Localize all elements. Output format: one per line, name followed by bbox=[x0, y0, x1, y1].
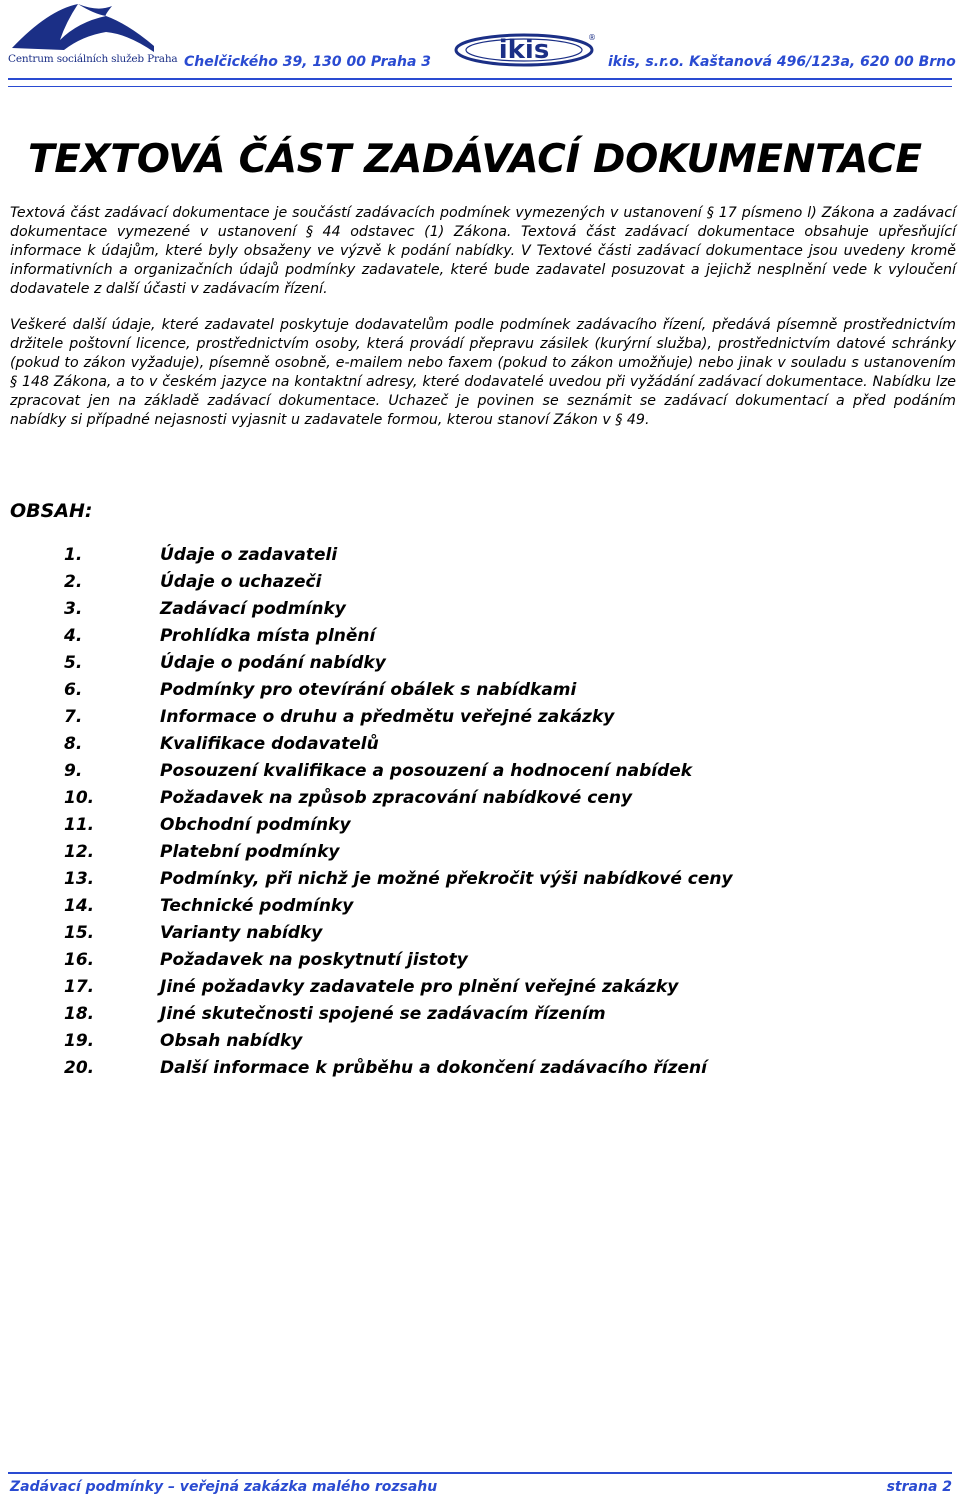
toc-item bbox=[64, 949, 864, 976]
toc-item-label: Požadavek na způsob zpracování nabídkové ceny bbox=[160, 788, 633, 808]
toc-item-label: Požadavek na poskytnutí jistoty bbox=[160, 950, 468, 970]
address-right: ikis, s.r.o. Kaštanová 496/123a, 620 00 Brno bbox=[608, 54, 956, 70]
toc-item bbox=[64, 895, 864, 922]
toc-item-label: Jiné požadavky zadavatele pro plnění veřejné zakázky bbox=[160, 977, 679, 997]
toc-item-label: Kvalifikace dodavatelů bbox=[160, 734, 379, 754]
toc-item-label: Údaje o zadavateli bbox=[160, 545, 338, 565]
address-left: Chelčického 39, 130 00 Praha 3 bbox=[184, 54, 432, 70]
toc-item bbox=[64, 598, 864, 625]
toc-item bbox=[64, 652, 864, 679]
toc-item bbox=[64, 814, 864, 841]
toc-item-label: Podmínky, při nichž je možné překročit výši nabídkové ceny bbox=[160, 869, 733, 889]
toc-item bbox=[64, 706, 864, 733]
toc-item-number: 11. bbox=[64, 815, 95, 835]
toc-item-number: 7. bbox=[64, 707, 83, 727]
toc-item bbox=[64, 544, 864, 571]
toc-item-label: Obchodní podmínky bbox=[160, 815, 351, 835]
footer-rule bbox=[8, 1472, 952, 1474]
toc-item-number: 9. bbox=[64, 761, 83, 781]
toc-item-number: 13. bbox=[64, 869, 95, 889]
toc-item-number: 3. bbox=[64, 599, 83, 619]
page-header bbox=[0, 0, 960, 95]
document-title: TEXTOVÁ ČÁST ZADÁVACÍ DOKUMENTACE bbox=[28, 137, 922, 182]
toc-item bbox=[64, 1057, 864, 1084]
toc-item bbox=[64, 868, 864, 895]
toc-item-number: 2. bbox=[64, 572, 83, 592]
toc-item-number: 15. bbox=[64, 923, 95, 943]
toc-item-label: Prohlídka místa plnění bbox=[160, 626, 376, 646]
header-rule bbox=[8, 78, 952, 80]
toc-item bbox=[64, 625, 864, 652]
toc-item-label: Údaje o uchazeči bbox=[160, 572, 322, 592]
table-of-contents bbox=[64, 544, 864, 1084]
toc-item bbox=[64, 976, 864, 1003]
toc-item-label: Obsah nabídky bbox=[160, 1031, 303, 1051]
toc-item-label: Další informace k průběhu a dokončení zadávacího řízení bbox=[160, 1058, 707, 1078]
toc-item-number: 18. bbox=[64, 1004, 95, 1024]
toc-item-number: 1. bbox=[64, 545, 83, 565]
communication-paragraph: Veškeré další údaje, které zadavatel poskytuje dodavatelům podle podmínek zadávacího řízení, předává písemně prostřednictvím držitele poštovní licence, prostřednictvím osoby, která provádí přepravu zásilek (kurýrní služba), prostřednictvím datové schránky (pokud to zákon vyžaduje), písemně osobně, e-mailem nebo faxem (pokud to zákon umožňuje) nebo jinak v souladu s ustanovením § 148 Zákona, a to v českém jazyce na kontaktní adresy, které dodavatelé uvedou při vyžádání zadávací dokumentace. Nabídku lze zpracovat jen na základě zadávací dokumentace. Uchazeč je povinen se seznámit se zadávací dokumentací a před podáním nabídky si případné nejasnosti vyjasnit u zadavatele formou, kterou stanoví Zákon v § 49. bbox=[10, 317, 956, 428]
toc-item-label: Zadávací podmínky bbox=[160, 599, 346, 619]
toc-item-number: 8. bbox=[64, 734, 83, 754]
toc-item bbox=[64, 1030, 864, 1057]
toc-item-number: 5. bbox=[64, 653, 83, 673]
registered-mark: ® bbox=[588, 33, 596, 42]
toc-item-label: Údaje o podání nabídky bbox=[160, 653, 386, 673]
intro-paragraph: Textová část zadávací dokumentace je součástí zadávacích podmínek vymezených v ustanovení § 17 písmeno l) Zákona a zadávací dokumentace vymezené v ustanovení § 44 odstavec (1) Zákona. Textová část zadávací dokumentace obsahuje upřesňující informace k údajům, které byly obsaženy ve výzvě k podání nabídky. V Textové části zadávací dokumentace jsou uvedeny kromě informativních a organizačních údajů podmínky zadavatele, které bude zadavatel posuzovat a jejichž nesplnění vede k vyloučení dodavatele z další účasti v zadávacím řízení. bbox=[10, 205, 956, 297]
toc-item-number: 6. bbox=[64, 680, 83, 700]
toc-item-label: Podmínky pro otevírání obálek s nabídkami bbox=[160, 680, 577, 700]
toc-item-label: Jiné skutečnosti spojené se zadávacím řízením bbox=[160, 1004, 606, 1024]
toc-item bbox=[64, 1003, 864, 1030]
ikis-logo-icon bbox=[452, 26, 600, 74]
toc-item bbox=[64, 760, 864, 787]
toc-item-label: Platební podmínky bbox=[160, 842, 340, 862]
toc-item-number: 4. bbox=[64, 626, 83, 646]
toc-item bbox=[64, 571, 864, 598]
toc-item bbox=[64, 922, 864, 949]
toc-item-label: Technické podmínky bbox=[160, 896, 354, 916]
toc-item-number: 17. bbox=[64, 977, 95, 997]
header-rule-secondary bbox=[8, 86, 952, 87]
toc-item-label: Varianty nabídky bbox=[160, 923, 323, 943]
toc-item bbox=[64, 733, 864, 760]
contents-heading: OBSAH: bbox=[10, 500, 93, 522]
toc-item-label: Posouzení kvalifikace a posouzení a hodnocení nabídek bbox=[160, 761, 693, 781]
toc-item bbox=[64, 679, 864, 706]
toc-item-number: 19. bbox=[64, 1031, 95, 1051]
page-number: strana 2 bbox=[886, 1479, 952, 1495]
footer-title: Zadávací podmínky – veřejná zakázka malého rozsahu bbox=[10, 1479, 438, 1495]
toc-item-number: 10. bbox=[64, 788, 95, 808]
ikis-logo-text: ikis bbox=[498, 35, 550, 65]
logo-caption: Centrum sociálních služeb Praha bbox=[8, 53, 178, 65]
toc-item-number: 14. bbox=[64, 896, 95, 916]
toc-item-number: 20. bbox=[64, 1058, 95, 1078]
toc-item-number: 12. bbox=[64, 842, 95, 862]
toc-item bbox=[64, 787, 864, 814]
toc-item bbox=[64, 841, 864, 868]
toc-item-label: Informace o druhu a předmětu veřejné zakázky bbox=[160, 707, 615, 727]
toc-item-number: 16. bbox=[64, 950, 95, 970]
